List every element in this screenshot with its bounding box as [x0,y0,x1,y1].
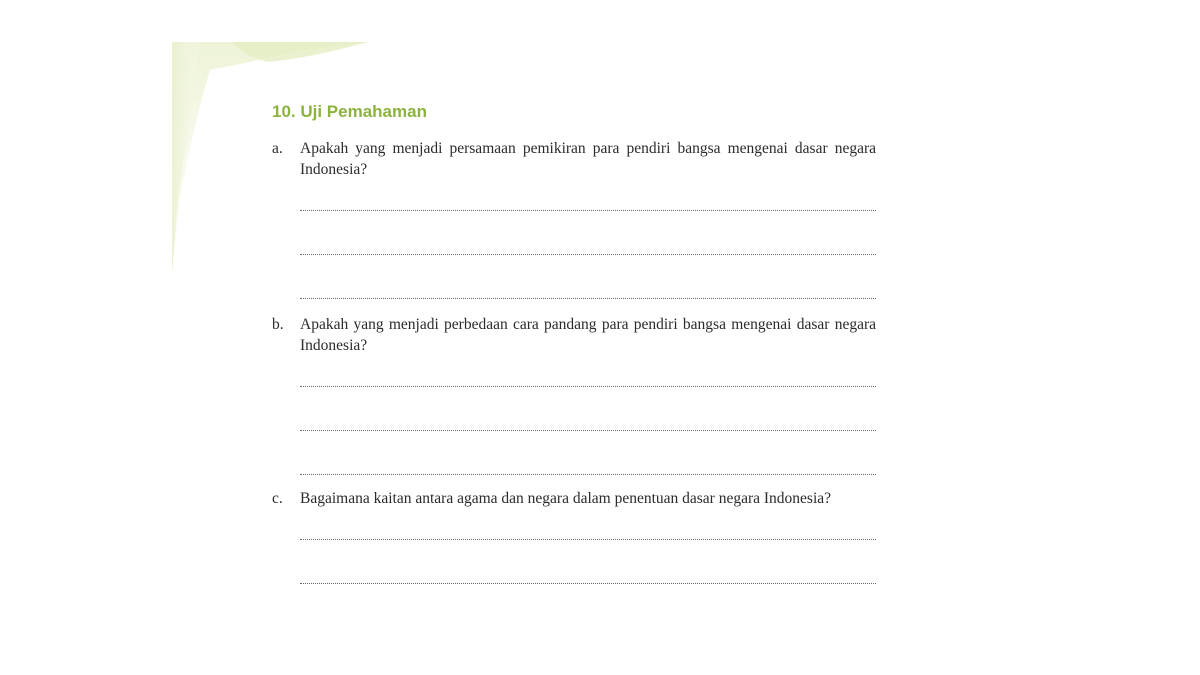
answer-line[interactable] [300,539,876,540]
answer-line[interactable] [300,474,876,475]
question-row [272,138,876,180]
answer-line[interactable] [300,254,876,255]
question-a [272,138,876,299]
question-letter: a. [272,140,283,157]
question-text: Bagaimana kaitan antara agama dan negara dalam penentuan dasar negara Indonesia? [300,490,832,507]
answer-lines [300,210,876,299]
answer-line[interactable] [300,583,876,584]
answer-line[interactable] [300,386,876,387]
question-b [272,314,876,475]
section-title: 10. Uji Pemahaman [272,102,427,121]
answer-lines [300,386,876,475]
question-text: Apakah yang menjadi persamaan pemikiran para pendiri bangsa mengenai dasar negara Indonesia? [300,140,876,178]
question-text: Apakah yang menjadi perbedaan cara pandang para pendiri bangsa mengenai dasar negara Indonesia? [300,316,876,354]
answer-line[interactable] [300,298,876,299]
answer-line[interactable] [300,210,876,211]
question-row [272,488,876,509]
question-row [272,314,876,356]
question-letter: b. [272,316,284,333]
answer-lines [300,539,876,584]
worksheet-content [272,100,876,507]
answer-line[interactable] [300,430,876,431]
question-c [272,488,876,584]
question-letter: c. [272,490,283,507]
